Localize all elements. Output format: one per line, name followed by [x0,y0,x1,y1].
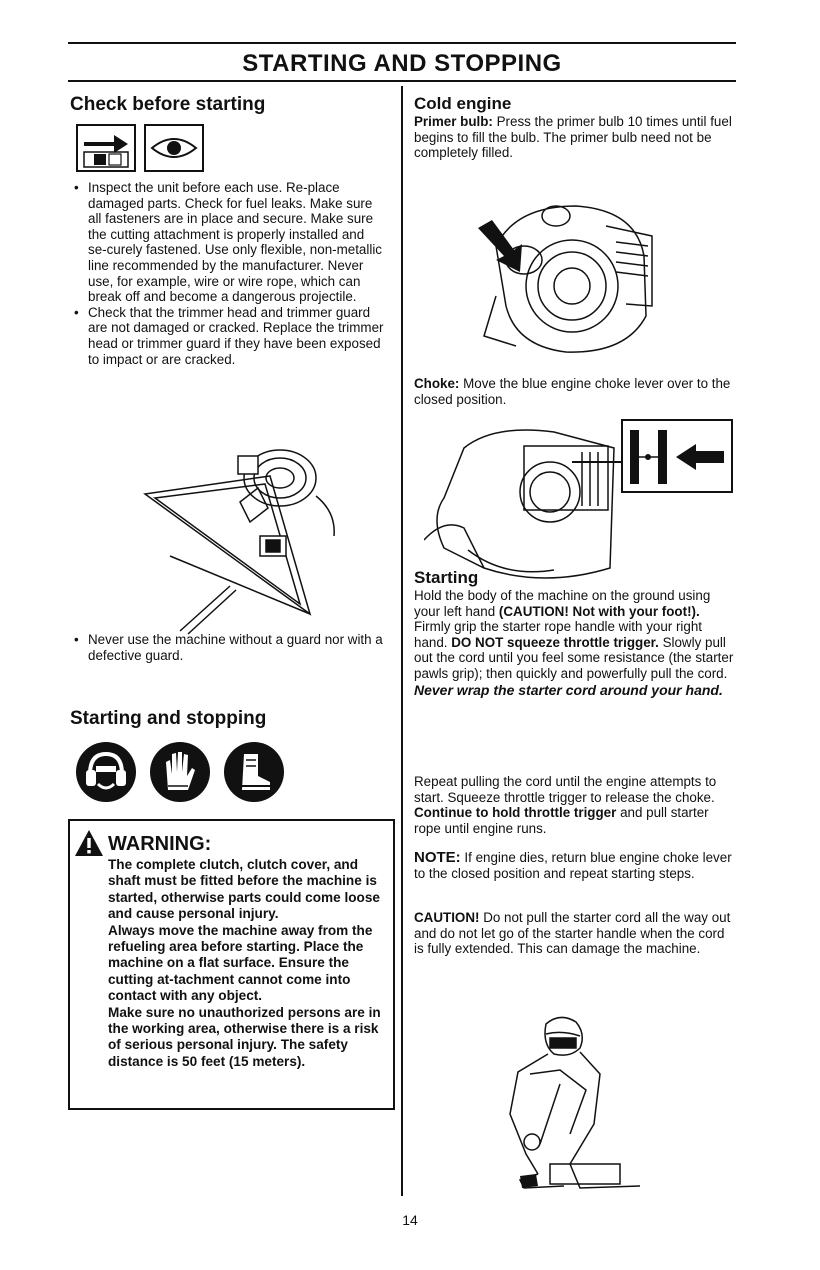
caution-text: Do not pull the starter cord all the way out and do not let go of the starter handle when the cord is fully extended. This can damage the machine. [414,910,731,957]
caution-label: CAUTION! [414,910,480,925]
starting-caution-inline: (CAUTION! Not with your foot!). [498,603,700,619]
starting-stopping-heading: Starting and stopping [70,708,267,729]
check-bullet-2: • Check that the trimmer head and trimmer guard are not damaged or cracked. Replace the trimmer head or trimmer guard if they have been exposed to impact or are cracked. [68,305,386,367]
starting-text-2a: Firmly grip the starter rope handle with your right hand. [414,619,703,650]
warning-title: WARNING: [108,833,212,855]
guard-bullet: • Never use the machine without a guard nor with a defective guard. [68,632,386,663]
page-number: 14 [402,1212,418,1228]
never-wrap-warning: Never wrap the starter cord around your hand. [414,681,723,698]
warning-text [108,857,394,1070]
check-bullet-1: • Inspect the unit before each use. Re-place damaged parts. Check for fuel leaks. Make sure all fasteners are in place and secure. Make sure the cutting attachment is properly installed and se-curely fastened. Use only flexible, non-metallic line recommended by the manufacturer. Never use, for example, wire or wire rope, which can break off and become a dangerous projectile. [68,180,386,305]
choke-text: Move the blue engine choke lever over to the closed position. [414,376,731,407]
primer-text: Press the primer bulb 10 times until fuel begins to fill the bulb. The primer bulb need not be completely filled. [414,114,732,161]
note-paragraph [414,850,736,881]
warning-text-1: The complete clutch, clutch cover, and shaft must be fitted before the machine is started, otherwise parts could come loose and cause personal injury. [108,857,380,922]
check-bullets [68,180,386,367]
column-divider [401,86,403,1196]
choke-paragraph [414,376,736,407]
note-label: NOTE: [414,849,461,866]
starting-paragraph [414,588,736,698]
boots-icon [222,740,286,804]
starting-text-2b: DO NOT squeeze throttle trigger. [451,634,659,650]
title-rule [68,80,736,82]
primer-paragraph [414,114,736,161]
repeat-text-c: and pull starter rope until engine runs. [414,805,709,836]
choke-label: Choke: [414,376,460,391]
caution-paragraph [414,910,736,957]
repeat-text-a: Repeat pulling the cord until the engine attempts to start. Squeeze throttle trigger to release the choke. [414,774,717,805]
note-text: If engine dies, return blue engine choke lever to the closed position and repeat starting steps. [414,850,732,881]
primer-label: Primer bulb: [414,114,493,129]
warning-box [68,819,395,1110]
gloves-icon [148,740,212,804]
repeat-paragraph [414,774,736,836]
starting-text-1: Hold the body of the machine on the ground using your left hand [414,588,711,619]
primer-bulb-illustration [476,186,662,360]
choke-lever-illustration [424,418,736,588]
trimmer-guard-illustration [140,436,340,636]
helmet-earmuffs-icon [74,740,138,804]
operator-starting-illustration [490,1014,650,1192]
top-rule [68,42,736,44]
repeat-text-b: Continue to hold throttle trigger [414,805,617,821]
warning-text-3: Make sure no unauthorized persons are in the working area, otherwise there is a risk of serious personal injury. The safety distance is 50 feet (15 meters). [108,1004,381,1069]
eye-icon [144,124,204,172]
guard-bullet-list [68,632,386,663]
warning-text-2: Always move the machine away from the refueling area before starting. Place the machine on a flat surface. Ensure the cutting at-tachment cannot come into contact with any object. [108,922,373,1004]
warning-triangle-icon [74,829,104,857]
starting-text-2c: Slowly pull out the cord until you feel some resistance (the starter pawls grip); then quickly and powerfully pull the cord. [414,634,734,681]
starting-heading: Starting [414,568,479,587]
arrow-check-icon [76,124,136,172]
page-title: STARTING AND STOPPING [242,50,562,77]
cold-engine-heading: Cold engine [414,94,512,113]
check-heading: Check before starting [70,94,266,115]
